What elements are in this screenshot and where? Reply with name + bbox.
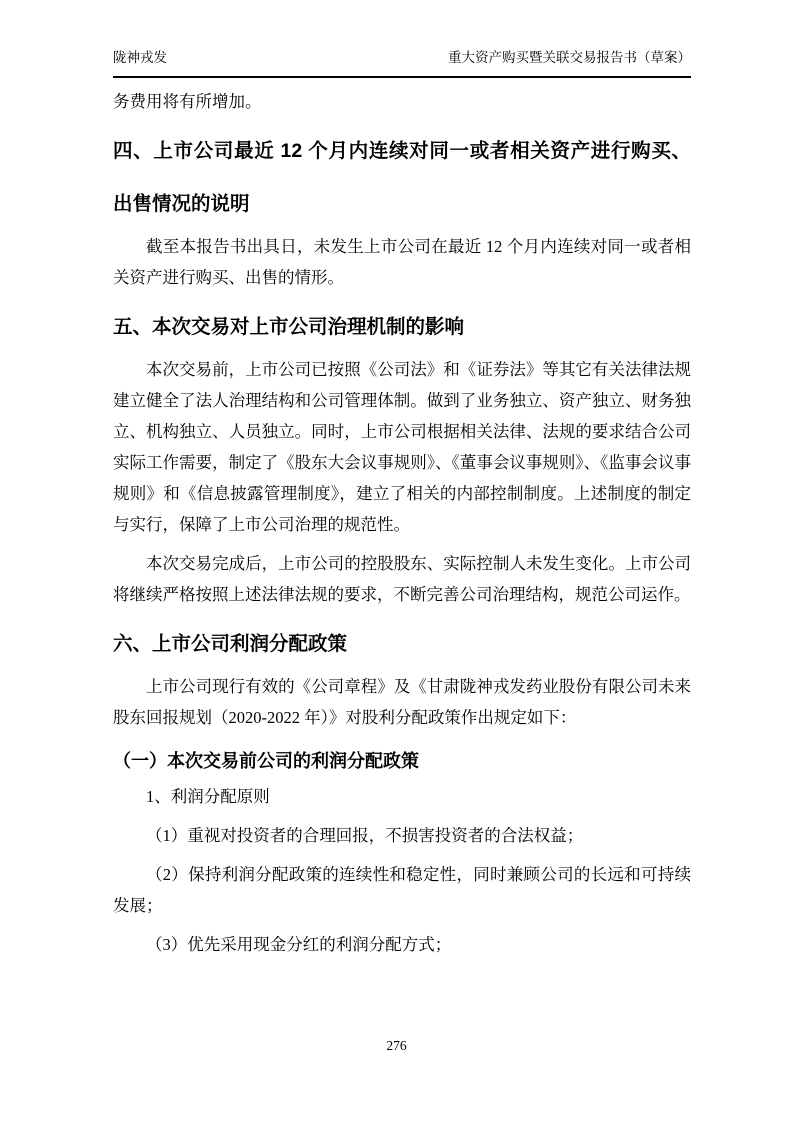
document-content (113, 86, 691, 968)
list-item-principle-title: 1、利润分配原则 (146, 787, 270, 806)
page-number: 276 (386, 1038, 407, 1053)
subsection-heading-6-1: （一）本次交易前公司的利润分配政策 (113, 751, 419, 771)
paragraph-section-5-second: 本次交易完成后，上市公司的控股股东、实际控制人未发生变化。上市公司将继续严格按照上述法律法规的要求，不断完善公司治理结构，规范公司运作。 (113, 554, 691, 604)
list-item-principle-1: （1）重视对投资者的合理回报，不损害投资者的合法权益； (146, 826, 584, 845)
header-report-title: 重大资产购买暨关联交易报告书（草案） (448, 50, 691, 65)
list-item-principle-2: （2）保持利润分配政策的连续性和稳定性，同时兼顾公司的长远和可持续发展； (113, 865, 691, 915)
page-header (113, 48, 691, 78)
section-heading-4: 四、上市公司最近 12 个月内连续对同一或者相关资产进行购买、出售情况的说明 (113, 140, 691, 215)
header-company-name: 陇神戎发 (113, 50, 167, 65)
paragraph-section-4: 截至本报告书出具日，未发生上市公司在最近 12 个月内连续对同一或者相关资产进行购买、出售的情形。 (113, 237, 691, 287)
list-item-principle-3: （3）优先采用现金分红的利润分配方式； (146, 935, 452, 954)
paragraph-section-5-first: 本次交易前，上市公司已按照《公司法》和《证券法》等其它有关法律法规建立健全了法人治理结构和公司管理体制。做到了业务独立、资产独立、财务独立、机构独立、人员独立。同时，上市公司根据相关法律、法规的要求结合公司实际工作需要，制定了《股东大会议事规则》、《董事会议事规则》、《监事会议事规则》和《信息披露管理制度》，建立了相关的内部控制制度。上述制度的制定与实行，保障了上市公司治理的规范性。 (113, 360, 691, 534)
paragraph-continuation: 务费用将有所增加。 (113, 92, 262, 111)
section-heading-5: 五、本次交易对上市公司治理机制的影响 (113, 316, 465, 338)
page-footer (0, 1036, 793, 1056)
paragraph-section-6: 上市公司现行有效的《公司章程》及《甘肃陇神戎发药业股份有限公司未来股东回报规划（2020-2022 年）》对股利分配政策作出规定如下： (113, 677, 691, 727)
section-heading-6: 六、上市公司利润分配政策 (113, 633, 348, 655)
